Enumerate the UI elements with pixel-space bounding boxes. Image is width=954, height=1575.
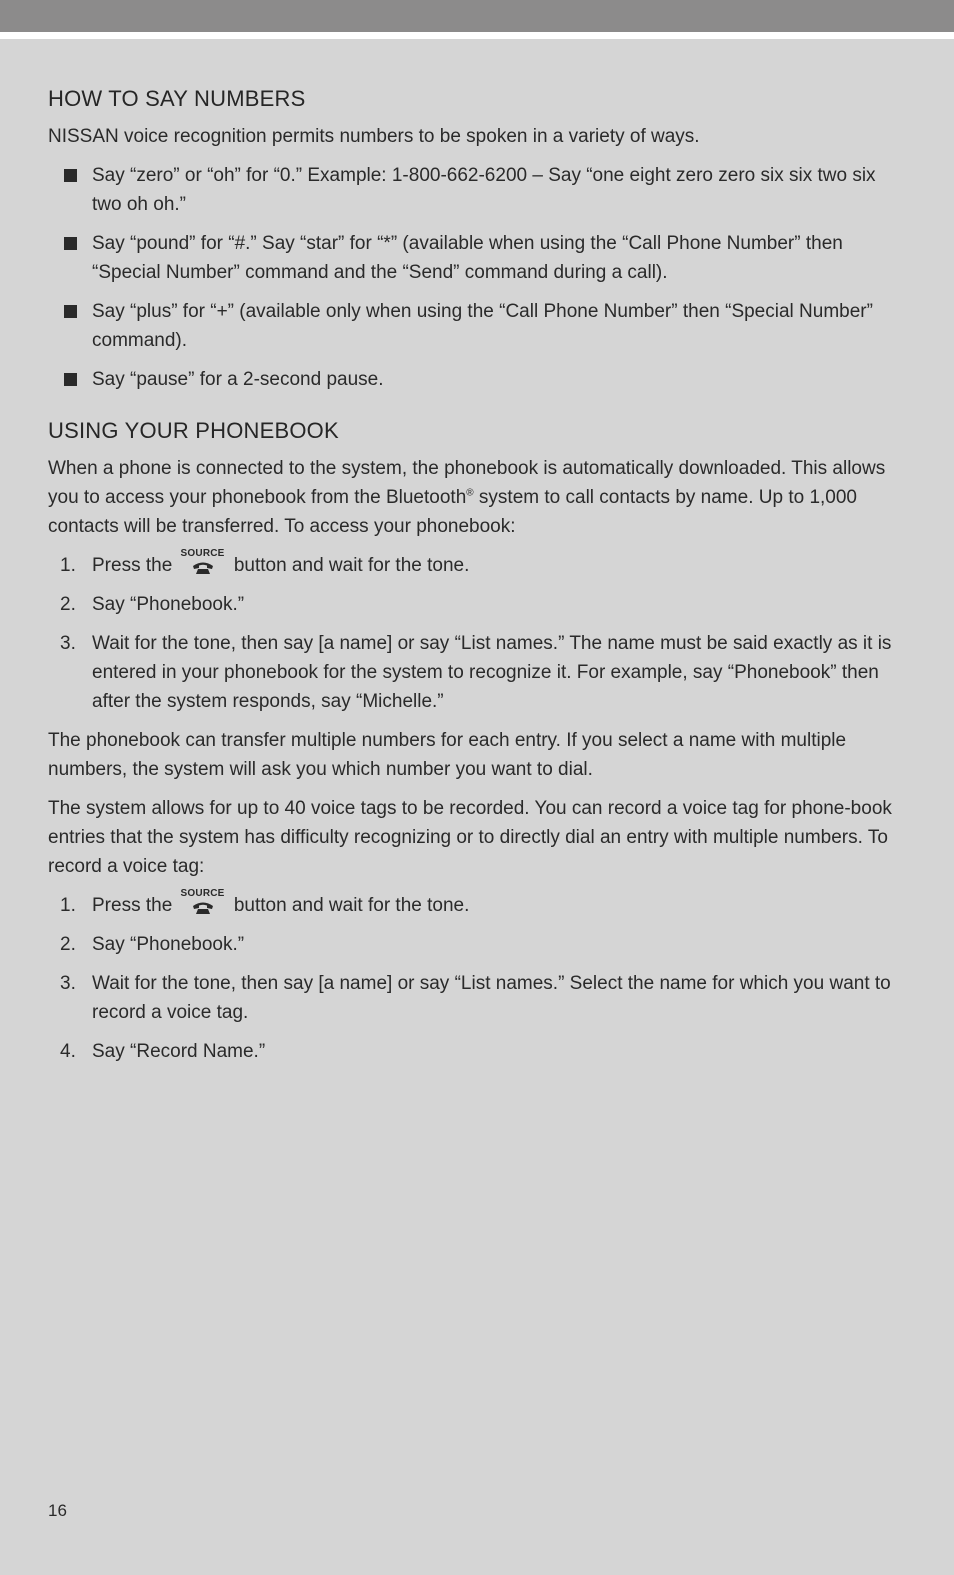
section-heading-phonebook: USING YOUR PHONEBOOK	[48, 418, 339, 443]
record-voice-tag-steps	[48, 888, 910, 1066]
square-bullet-icon	[64, 373, 77, 386]
registered-mark: ®	[466, 487, 474, 499]
list-item	[48, 365, 910, 394]
list-item	[48, 297, 910, 355]
phone-handset-icon	[192, 901, 214, 914]
list-item: 3. Wait for the tone, then say [a name] or say “List names.” Select the name for which you want to record a voice tag.	[48, 969, 910, 1027]
bullet-text: Say “pound” for “#.” Say “star” for “*” (available when using the “Call Phone Number” then “Special Number” command and the “Send” command during a call).	[92, 233, 843, 283]
step-number: 4.	[60, 1041, 76, 1062]
bullet-text: Say “plus” for “+” (available only when using the “Call Phone Number” then “Special Number” command).	[92, 301, 873, 351]
voice-tag-paragraph: The system allows for up to 40 voice tags to be recorded. You can record a voice tag for phone-book entries that the system has difficulty recognizing or to directly dial an entry with multiple numbers. To record a voice tag:	[48, 798, 892, 877]
step-number: 1.	[60, 555, 76, 576]
list-item: 1. Press the SOURCE button and wait for the tone.	[48, 551, 910, 580]
access-phonebook-steps	[48, 548, 910, 716]
list-item: 3. Wait for the tone, then say [a name] or say “List names.” The name must be said exactly as it is entered in your phonebook for the system to recognize it. For example, say “Phonebook” then after the system responds, say “Michelle.”	[48, 629, 910, 716]
list-item: 4. Say “Record Name.”	[48, 1037, 910, 1066]
step-number: 2.	[60, 934, 76, 955]
multi-number-paragraph: The phonebook can transfer multiple numbers for each entry. If you select a name with multiple numbers, the system will ask you which number you want to dial.	[48, 730, 847, 780]
source-phone-button-icon	[180, 888, 226, 915]
phonebook-intro: When a phone is connected to the system, the phonebook is automatically downloaded. This allows you to access your phonebook from the Bluetooth® system to call contacts by name. Up to 1,000 contacts will be transferred. To access your phonebook:	[48, 458, 886, 537]
header-rule	[0, 32, 954, 39]
step-number: 3.	[60, 973, 76, 994]
list-item: 2. Say “Phonebook.”	[48, 590, 910, 619]
header-bar	[0, 0, 954, 32]
step-number: 2.	[60, 594, 76, 615]
square-bullet-icon	[64, 237, 77, 250]
list-item	[48, 229, 910, 287]
list-item: 2. Say “Phonebook.”	[48, 930, 910, 959]
page-number: 16	[48, 1501, 67, 1520]
square-bullet-icon	[64, 169, 77, 182]
numbers-intro: NISSAN voice recognition permits numbers to be spoken in a variety of ways.	[48, 126, 700, 147]
step-number: 1.	[60, 895, 76, 916]
square-bullet-icon	[64, 305, 77, 318]
page-content	[48, 86, 910, 1076]
source-label: SOURCE	[180, 548, 225, 559]
bullet-text: Say “pause” for a 2-second pause.	[92, 369, 384, 390]
phone-handset-icon	[192, 561, 214, 574]
bullet-text: Say “zero” or “oh” for “0.” Example: 1-800-662-6200 – Say “one eight zero zero six six two six two oh oh.”	[92, 165, 876, 215]
list-item: 1. Press the SOURCE button and wait for the tone.	[48, 891, 910, 920]
numbers-bullet-list	[48, 161, 910, 394]
source-label: SOURCE	[180, 888, 225, 899]
source-phone-button-icon	[180, 548, 226, 575]
step-number: 3.	[60, 633, 76, 654]
section-heading-numbers: HOW TO SAY NUMBERS	[48, 86, 306, 111]
list-item	[48, 161, 910, 219]
